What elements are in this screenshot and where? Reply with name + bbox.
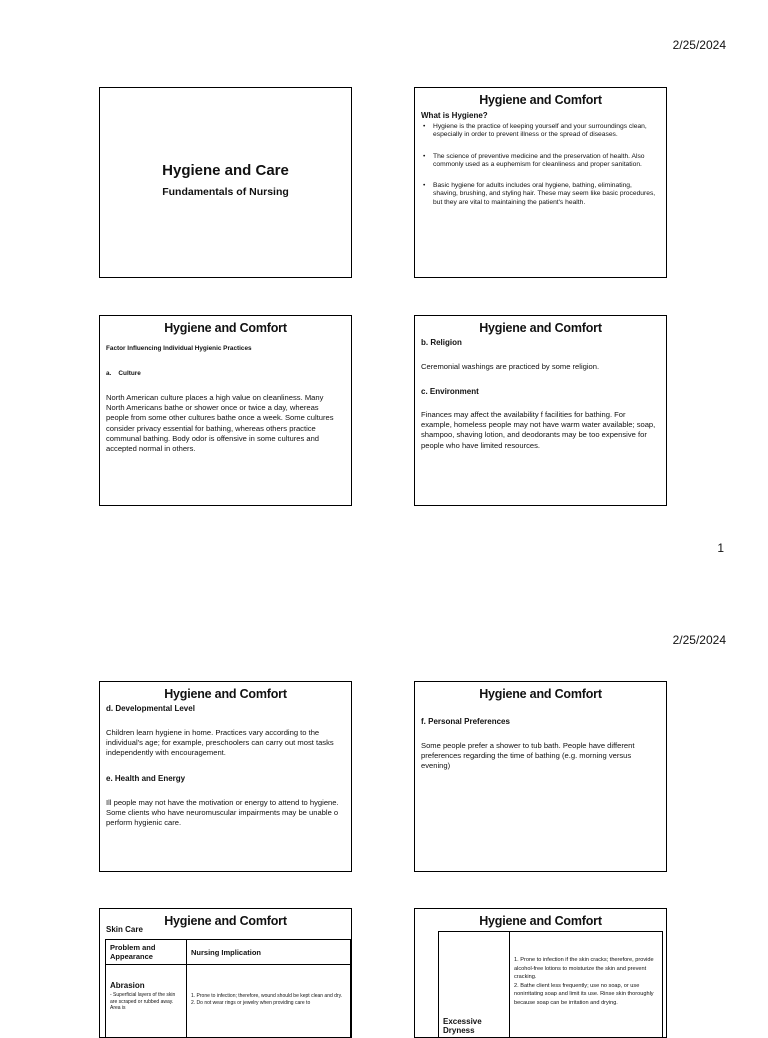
paragraph: Children learn hygiene in home. Practices vary according to the individual's age; for example, preschoolers can carry out most tasks independently with encouragement. bbox=[106, 728, 343, 759]
table-header: Nursing Implication bbox=[187, 940, 351, 965]
list-item: • The science of preventive medicine and the preservation of health. Also commonly used as a euphemism for cleanliness and proper sanitation. bbox=[421, 153, 658, 170]
subheading: d. Developmental Level bbox=[106, 704, 195, 713]
slide-skin-care-abrasion bbox=[99, 908, 352, 1038]
slide-title: Hygiene and Comfort bbox=[415, 93, 666, 107]
slide-personal-preferences bbox=[414, 681, 667, 872]
list-item: 1. Prone to infection if the skin cracks; therefore, provide alcohol-free lotions to moisturize the skin and prevent cracking. bbox=[514, 956, 658, 982]
page-date: 2/25/2024 bbox=[673, 38, 726, 52]
list-item: 2. Bathe client less frequently; use no soap, or use nonirritating soap and limit its use. Rinse skin thoroughly because soap can be irritation and drying. bbox=[514, 982, 658, 1008]
list-item: 2. Do not wear rings or jewelry when providing care to bbox=[191, 1000, 346, 1007]
table-row bbox=[106, 940, 351, 965]
slide-title: Hygiene and Comfort bbox=[415, 687, 666, 701]
slide-title: Hygiene and Comfort bbox=[100, 687, 351, 701]
subheading: a. Culture bbox=[106, 370, 141, 378]
paragraph: Some people prefer a shower to tub bath. People have different preferences regarding the time of bathing (e.g. morning versus evening) bbox=[421, 741, 658, 772]
skin-care-table bbox=[105, 939, 351, 1038]
paragraph: Ceremonial washings are practiced by some religion. bbox=[421, 362, 658, 372]
slide-title bbox=[99, 87, 352, 278]
subheading: e. Health and Energy bbox=[106, 774, 185, 783]
table-row bbox=[439, 932, 663, 1038]
slide-title: Hygiene and Comfort bbox=[100, 321, 351, 335]
slide-developmental-level bbox=[99, 681, 352, 872]
slide-culture bbox=[99, 315, 352, 506]
bullet-list bbox=[421, 123, 658, 207]
table-row bbox=[106, 965, 351, 1038]
list-item: • Basic hygiene for adults includes oral hygiene, bathing, eliminating, shaving, brushing, and styling hair. These may seem like basic procedures, but they are vital to maintaining the patient's health. bbox=[421, 182, 658, 207]
table-header: Problem and Appearance bbox=[106, 940, 187, 965]
section-heading: Factor Influencing Individual Hygienic Practices bbox=[106, 345, 252, 353]
subheading: b. Religion bbox=[421, 338, 462, 347]
subheading: f. Personal Preferences bbox=[421, 717, 510, 726]
paragraph: Ill people may not have the motivation or energy to attend to hygiene. Some clients who have neuromuscular impairments may be unable o perform hygienic care. bbox=[106, 798, 343, 829]
slide-title: Hygiene and Comfort bbox=[100, 914, 351, 928]
slide-skin-care-dryness bbox=[414, 908, 667, 1038]
slide-title: Hygiene and Comfort bbox=[415, 321, 666, 335]
page-date: 2/25/2024 bbox=[673, 633, 726, 647]
list-item: 1. Prone to infection; therefore, wound should be kept clean and dry. bbox=[191, 993, 346, 1000]
section-heading: What is Hygiene? bbox=[421, 111, 488, 120]
page-number: 1 bbox=[717, 541, 724, 555]
paragraph: North American culture places a high value on cleanliness. Many North Americans bathe or shower once or twice a day, whereas people from some other cultures bathe once a week. Some cultures consider privacy essential for bathing, whereas others practice communal bathing. Body odor is offensive in some cultures and accepted normal in others. bbox=[106, 393, 343, 454]
slide-main-title: Hygiene and Care bbox=[100, 162, 351, 179]
problem-name: Excessive Dryness bbox=[439, 932, 510, 1038]
slide-religion-environment bbox=[414, 315, 667, 506]
problem-appearance: - Superficial layers of the skin are scraped or rubbed away. Area is bbox=[110, 992, 182, 1012]
slide-title: Hygiene and Comfort bbox=[415, 914, 666, 928]
skin-care-table bbox=[438, 931, 663, 1038]
problem-name: Abrasion bbox=[110, 981, 182, 990]
list-item: • Hygiene is the practice of keeping yourself and your surroundings clean, especially in order to prevent illness or the spread of diseases. bbox=[421, 123, 658, 140]
section-heading: Skin Care bbox=[106, 925, 143, 934]
slide-what-is-hygiene bbox=[414, 87, 667, 278]
slide-subtitle: Fundamentals of Nursing bbox=[100, 186, 351, 198]
subheading: c. Environment bbox=[421, 387, 479, 396]
paragraph: Finances may affect the availability f facilities for bathing. For example, homeless people may not have warm water available; soap, shampoo, shaving lotion, and deodorants may be too expensive for people who have limited resources. bbox=[421, 410, 658, 451]
